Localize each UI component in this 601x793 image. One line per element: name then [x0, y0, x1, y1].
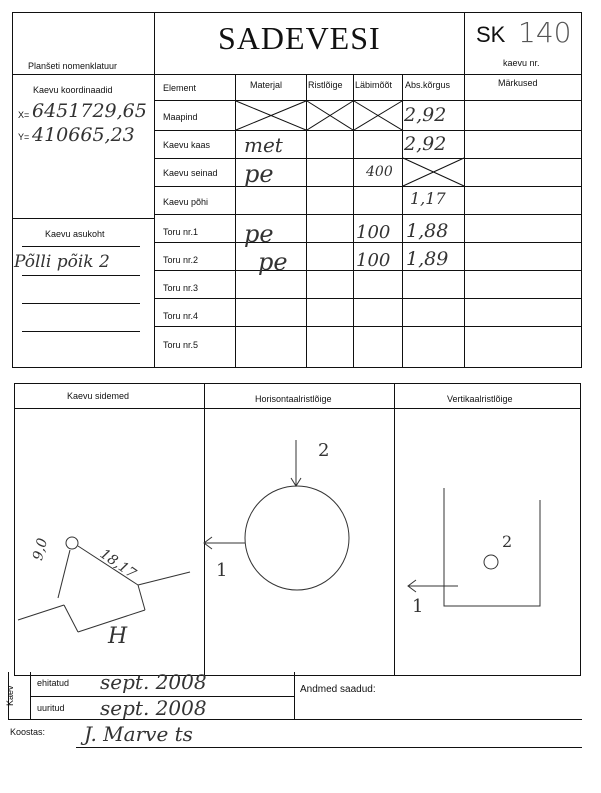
y-value: 410665,23	[32, 124, 135, 146]
sidemed-label: Kaevu sidemed	[67, 391, 130, 401]
ehitatud-label: ehitatud	[37, 678, 70, 688]
labimoot-value: 100	[356, 250, 391, 271]
andmed-label: Andmed saadud:	[300, 684, 376, 695]
koordinaadid-label: Kaevu koordinaadid	[33, 85, 113, 95]
header-markused: Märkused	[498, 78, 538, 88]
well-circle	[245, 486, 349, 590]
table-row: Toru nr.1	[163, 227, 199, 237]
y-label: Y=	[18, 132, 30, 142]
x-label: X=	[18, 110, 30, 120]
horisontaal-pipe1: 1	[216, 560, 228, 581]
labimoot-value: 100	[356, 222, 391, 243]
sidemed-dist2: 18,17	[96, 546, 139, 583]
asukoht-label: Kaevu asukoht	[45, 229, 105, 239]
pipe-circle	[484, 555, 498, 569]
nomenklatuur-label: Planšeti nomenklatuur	[28, 61, 118, 71]
materjal-value: pe	[244, 220, 274, 248]
vertikaal-pipe1: 1	[412, 596, 424, 617]
abs-value: 2,92	[404, 104, 447, 126]
abs-value: 1,88	[406, 220, 449, 242]
asukoht-value: Põlli põik 2	[14, 252, 110, 272]
ehitatud-value: sept. 2008	[100, 670, 207, 694]
uuritud-label: uuritud	[37, 703, 65, 713]
materjal-value: pe	[244, 160, 274, 188]
table-row: Kaevu seinad	[163, 168, 218, 178]
form-title: SADEVESI	[218, 20, 381, 56]
x-value: 6451729,65	[32, 100, 147, 122]
kaevu-nr-label: kaevu nr.	[503, 58, 540, 68]
table-row: Toru nr.4	[163, 311, 199, 321]
sidemed-dist1: 9,0	[30, 536, 52, 563]
dimension-line	[58, 550, 70, 598]
table-row: Kaevu kaas	[163, 140, 211, 150]
table-row: Toru nr.5	[163, 340, 199, 350]
abs-value: 2,92	[404, 133, 447, 155]
header-ristloige: Ristlõige	[308, 80, 343, 90]
koostas-value: J. Marve ts	[84, 722, 193, 746]
vertikaal-label: Vertikaalristlõige	[447, 394, 513, 404]
labimoot-value: 400	[366, 164, 393, 180]
table-row: Toru nr.3	[163, 283, 199, 293]
abs-value: 1,17	[410, 189, 446, 208]
koostas-label: Koostas:	[10, 727, 46, 737]
kaev-label: Kaev	[5, 685, 15, 706]
header-labimoot: Läbimõõt	[355, 80, 393, 90]
header-abs-korgus: Abs.kõrgus	[405, 80, 451, 90]
sk-label: SK	[476, 22, 506, 47]
abs-value: 1,89	[406, 248, 449, 270]
vertikaal-pipe2: 2	[502, 532, 513, 551]
table-row: Toru nr.2	[163, 255, 199, 265]
well-symbol	[66, 537, 78, 549]
header-materjal: Materjal	[250, 80, 283, 90]
table-row: Maapind	[163, 112, 198, 122]
horisontaal-pipe2: 2	[318, 440, 330, 461]
materjal-value: met	[244, 133, 283, 157]
sidemed-house: H	[108, 624, 128, 649]
header-element: Element	[163, 83, 197, 93]
table-row: Kaevu põhi	[163, 197, 209, 207]
materjal-value: pe	[258, 248, 288, 276]
horisontaal-label: Horisontaalristlõige	[255, 394, 332, 404]
uuritud-value: sept. 2008	[100, 696, 207, 720]
well-profile	[444, 488, 540, 606]
sk-number: 140	[518, 16, 572, 49]
